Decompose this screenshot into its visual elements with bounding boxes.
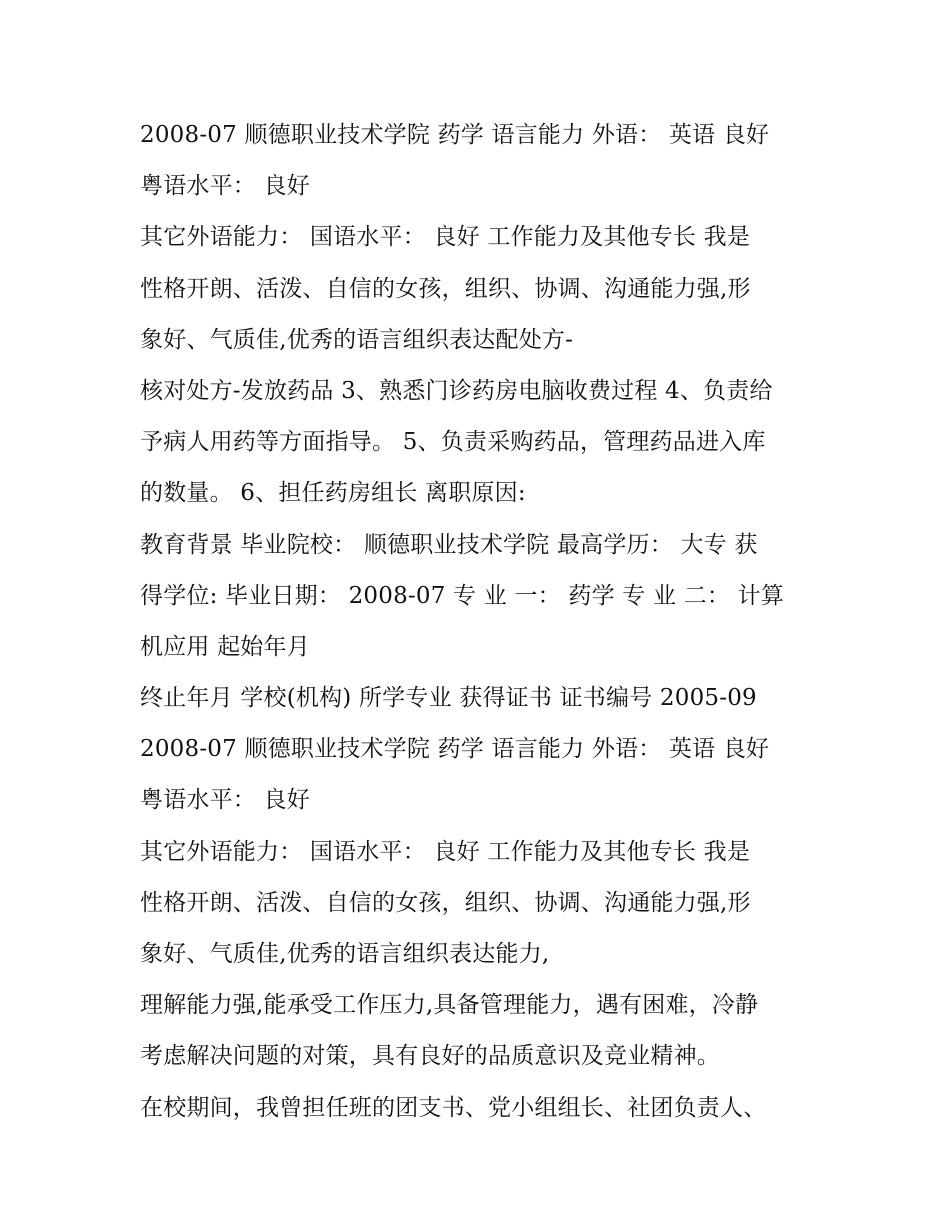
text-line-17: 象好、气质佳,优秀的语言组织表达能力, xyxy=(140,941,550,967)
text-line-14: 粤语水平： 良好 xyxy=(140,787,310,814)
text-line-10: 得学位: 毕业日期： 2008-07 专 业 一： 药学 专 业 二： 计算 xyxy=(140,582,785,609)
document-body xyxy=(140,110,820,1134)
text-line-9: 教育背景 毕业院校： 顺德职业技术学院 最高学历： 大专 获 xyxy=(140,531,758,558)
text-line-11: 机应用 起始年月 xyxy=(140,633,310,660)
text-line-2: 粤语水平： 良好 xyxy=(140,173,310,200)
text-line-20: 在校期间，我曾担任班的团支书、党小组组长、社团负责人、 xyxy=(140,1094,767,1121)
text-line-6: 核对处方-发放药品 3、熟悉门诊药房电脑收费过程 4、负责给 xyxy=(140,377,773,404)
text-line-15: 其它外语能力： 国语水平： 良好 工作能力及其他专长 我是 xyxy=(140,838,751,865)
text-line-18: 理解能力强,能承受工作压力,具备管理能力，遇有困难，冷静 xyxy=(140,992,759,1019)
text-line-8: 的数量。 6、担任药房组长 离职原因: xyxy=(140,480,526,507)
text-line-12: 终止年月 学校(机构) 所学专业 获得证书 证书编号 2005-09 xyxy=(140,685,757,712)
text-line-7: 予病人用药等方面指导。 5、负责采购药品，管理药品进入库 xyxy=(140,429,766,456)
text-line-4: 性格开朗、活泼、自信的女孩，组织、协调、沟通能力强,形 xyxy=(140,275,751,302)
text-line-5: 象好、气质佳,优秀的语言组织表达配处方- xyxy=(140,326,574,353)
text-line-16: 性格开朗、活泼、自信的女孩，组织、协调、沟通能力强,形 xyxy=(140,889,751,916)
text-line-3: 其它外语能力： 国语水平： 良好 工作能力及其他专长 我是 xyxy=(140,224,751,251)
text-line-13: 2008-07 顺德职业技术学院 药学 语言能力 外语： 英语 良好 xyxy=(140,736,770,763)
text-line-1: 2008-07 顺德职业技术学院 药学 语言能力 外语： 英语 良好 xyxy=(140,122,770,148)
text-line-19: 考虑解决问题的对策，具有良好的品质意识及竞业精神。 xyxy=(140,1043,720,1070)
